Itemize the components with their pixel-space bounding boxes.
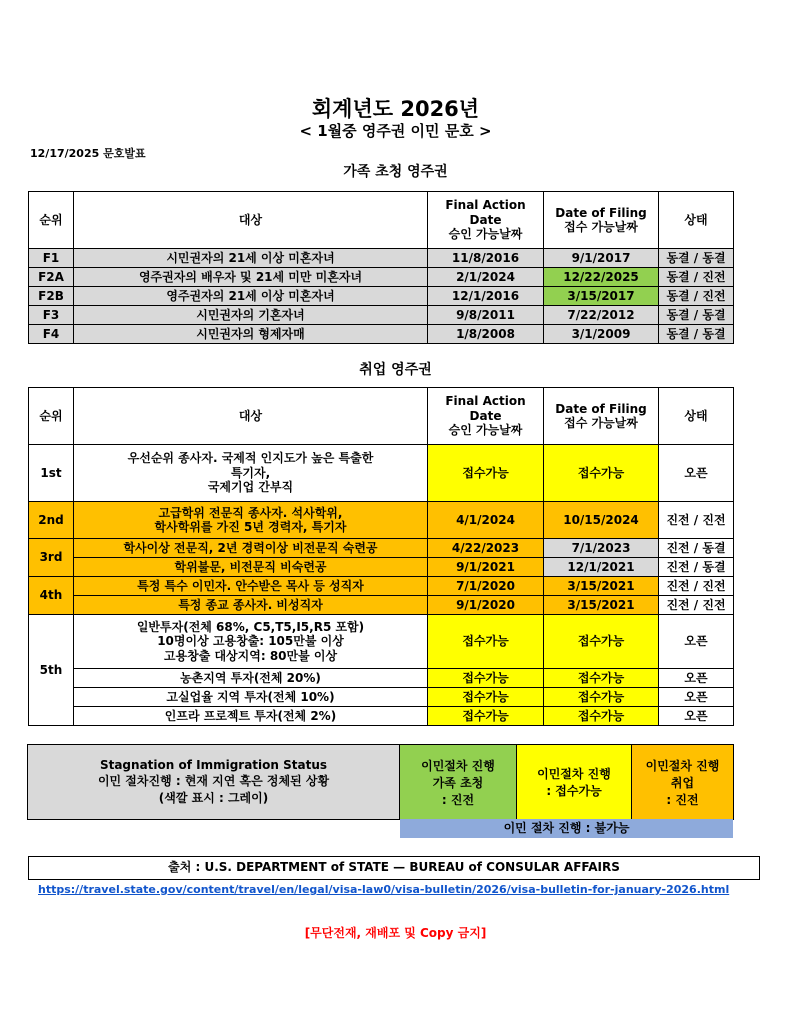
status-cell: 오픈 [659, 445, 734, 502]
filing-cell: 3/15/2021 [544, 577, 659, 596]
rank-cell: F1 [29, 249, 74, 268]
target-cell: 학사이상 전문직, 2년 경력이상 비전문직 숙련공 [74, 539, 428, 558]
employment-table [28, 387, 734, 726]
status-cell: 진전 / 동결 [659, 558, 734, 577]
rank-cell: F4 [29, 325, 74, 344]
final-action-cell: 9/8/2011 [428, 306, 544, 325]
rank-cell: 2nd [29, 502, 74, 539]
header-rank: 순위 [29, 388, 74, 445]
copyright-warning: [무단전재, 재배포 및 Copy 금지] [304, 926, 487, 940]
table-row [29, 445, 734, 502]
filing-cell: 10/15/2024 [544, 502, 659, 539]
final-action-cell: 접수가능 [428, 615, 544, 669]
legend-accepting: 이민절차 진행 : 접수가능 [517, 745, 632, 820]
header-rank: 순위 [29, 192, 74, 249]
filing-cell: 7/1/2023 [544, 539, 659, 558]
legend-employment-progress: 이민절차 진행 취업 : 진전 [632, 745, 734, 820]
source-link[interactable]: https://travel.state.gov/content/travel/en/legal/visa-law0/visa-bulletin/2026/visa-bulletin-for-january-2026.html [38, 883, 730, 896]
filing-cell: 접수가능 [544, 688, 659, 707]
status-cell: 동결 / 동결 [659, 249, 734, 268]
header-target: 대상 [74, 388, 428, 445]
table-row [29, 268, 734, 287]
status-cell: 동결 / 진전 [659, 287, 734, 306]
final-action-cell: 7/1/2020 [428, 577, 544, 596]
legend-stagnation: Stagnation of Immigration Status 이민 절차진행 : 현재 지연 혹은 정체된 상황 (색깔 표시 : 그레이) [28, 745, 400, 820]
legend-table [27, 744, 734, 820]
final-action-cell: 12/1/2016 [428, 287, 544, 306]
status-cell: 오픈 [659, 669, 734, 688]
final-action-cell: 접수가능 [428, 669, 544, 688]
status-cell: 동결 / 동결 [659, 325, 734, 344]
table-row [29, 287, 734, 306]
status-cell: 오픈 [659, 688, 734, 707]
filing-cell: 3/15/2017 [544, 287, 659, 306]
rank-cell: F2B [29, 287, 74, 306]
rank-cell: F3 [29, 306, 74, 325]
rank-cell: 5th [29, 615, 74, 726]
rank-cell: 1st [29, 445, 74, 502]
final-action-cell: 9/1/2021 [428, 558, 544, 577]
table-row [29, 669, 734, 688]
header-final-action: Final Action Date 승인 가능날짜 [428, 192, 544, 249]
target-cell: 특정 특수 이민자. 안수받은 목사 등 성직자 [74, 577, 428, 596]
filing-cell: 접수가능 [544, 707, 659, 726]
target-cell: 시민권자의 기혼자녀 [74, 306, 428, 325]
target-cell: 인프라 프로젝트 투자(전체 2%) [74, 707, 428, 726]
target-cell: 일반투자(전체 68%, C5,T5,I5,R5 포함) 10명이상 고용창출: 105만불 이상 고용창출 대상지역: 80만불 이상 [74, 615, 428, 669]
legend-unavailable: 이민 절차 진행 : 불가능 [400, 819, 733, 838]
filing-cell: 7/22/2012 [544, 306, 659, 325]
status-cell: 진전 / 진전 [659, 577, 734, 596]
status-cell: 진전 / 진전 [659, 502, 734, 539]
table-row [29, 558, 734, 577]
final-action-cell: 9/1/2020 [428, 596, 544, 615]
family-section-title: 가족 초청 영주권 [343, 164, 448, 180]
final-action-cell: 11/8/2016 [428, 249, 544, 268]
rank-cell: 3rd [29, 539, 74, 577]
target-cell: 우선순위 종사자. 국제적 인지도가 높은 특출한 특기자, 국제기업 간부직 [74, 445, 428, 502]
final-action-cell: 접수가능 [428, 688, 544, 707]
table-row [29, 688, 734, 707]
target-cell: 시민권자의 형제자매 [74, 325, 428, 344]
header-filing: Date of Filing 접수 가능날짜 [544, 192, 659, 249]
table-row [29, 306, 734, 325]
filing-cell: 9/1/2017 [544, 249, 659, 268]
source-box: 출처 : U.S. DEPARTMENT of STATE — BUREAU of CONSULAR AFFAIRS [28, 856, 760, 880]
final-action-cell: 4/1/2024 [428, 502, 544, 539]
status-cell: 동결 / 동결 [659, 306, 734, 325]
header-final-action: Final Action Date 승인 가능날짜 [428, 388, 544, 445]
rank-cell: 4th [29, 577, 74, 615]
table-row [29, 707, 734, 726]
final-action-cell: 2/1/2024 [428, 268, 544, 287]
target-cell: 학위불문, 비전문직 비숙련공 [74, 558, 428, 577]
filing-cell: 3/1/2009 [544, 325, 659, 344]
status-cell: 진전 / 동결 [659, 539, 734, 558]
table-row [29, 502, 734, 539]
header-status: 상태 [659, 388, 734, 445]
target-cell: 고실업율 지역 투자(전체 10%) [74, 688, 428, 707]
final-action-cell: 4/22/2023 [428, 539, 544, 558]
target-cell: 시민권자의 21세 이상 미혼자녀 [74, 249, 428, 268]
filing-cell: 접수가능 [544, 669, 659, 688]
page-title: 회계년도 2026년 [311, 97, 480, 121]
status-cell: 오픈 [659, 707, 734, 726]
employment-header-row [29, 388, 734, 445]
target-cell: 농촌지역 투자(전체 20%) [74, 669, 428, 688]
status-cell: 동결 / 진전 [659, 268, 734, 287]
filing-cell: 12/1/2021 [544, 558, 659, 577]
header-status: 상태 [659, 192, 734, 249]
header-filing: Date of Filing 접수 가능날짜 [544, 388, 659, 445]
target-cell: 영주권자의 21세 이상 미혼자녀 [74, 287, 428, 306]
page-subtitle: < 1월중 영주권 이민 문호 > [299, 122, 492, 140]
rank-cell: F2A [29, 268, 74, 287]
table-row [29, 325, 734, 344]
final-action-cell: 1/8/2008 [428, 325, 544, 344]
status-cell: 오픈 [659, 615, 734, 669]
filing-cell: 3/15/2021 [544, 596, 659, 615]
table-row [29, 577, 734, 596]
table-row [29, 249, 734, 268]
status-cell: 진전 / 진전 [659, 596, 734, 615]
family-header-row [29, 192, 734, 249]
header-target: 대상 [74, 192, 428, 249]
family-table [28, 191, 734, 344]
employment-section-title: 취업 영주권 [359, 362, 432, 378]
target-cell: 고급학위 전문직 종사자. 석사학위, 학사학위를 가진 5년 경력자, 특기자 [74, 502, 428, 539]
announce-date: 12/17/2025 문호발표 [30, 147, 146, 160]
target-cell: 특정 종교 종사자. 비성직자 [74, 596, 428, 615]
target-cell: 영주권자의 배우자 및 21세 미만 미혼자녀 [74, 268, 428, 287]
legend-family-progress: 이민절차 진행 가족 초청 : 진전 [400, 745, 517, 820]
final-action-cell: 접수가능 [428, 445, 544, 502]
table-row [29, 596, 734, 615]
table-row [29, 539, 734, 558]
filing-cell: 접수가능 [544, 615, 659, 669]
filing-cell: 접수가능 [544, 445, 659, 502]
final-action-cell: 접수가능 [428, 707, 544, 726]
table-row [29, 615, 734, 669]
filing-cell: 12/22/2025 [544, 268, 659, 287]
